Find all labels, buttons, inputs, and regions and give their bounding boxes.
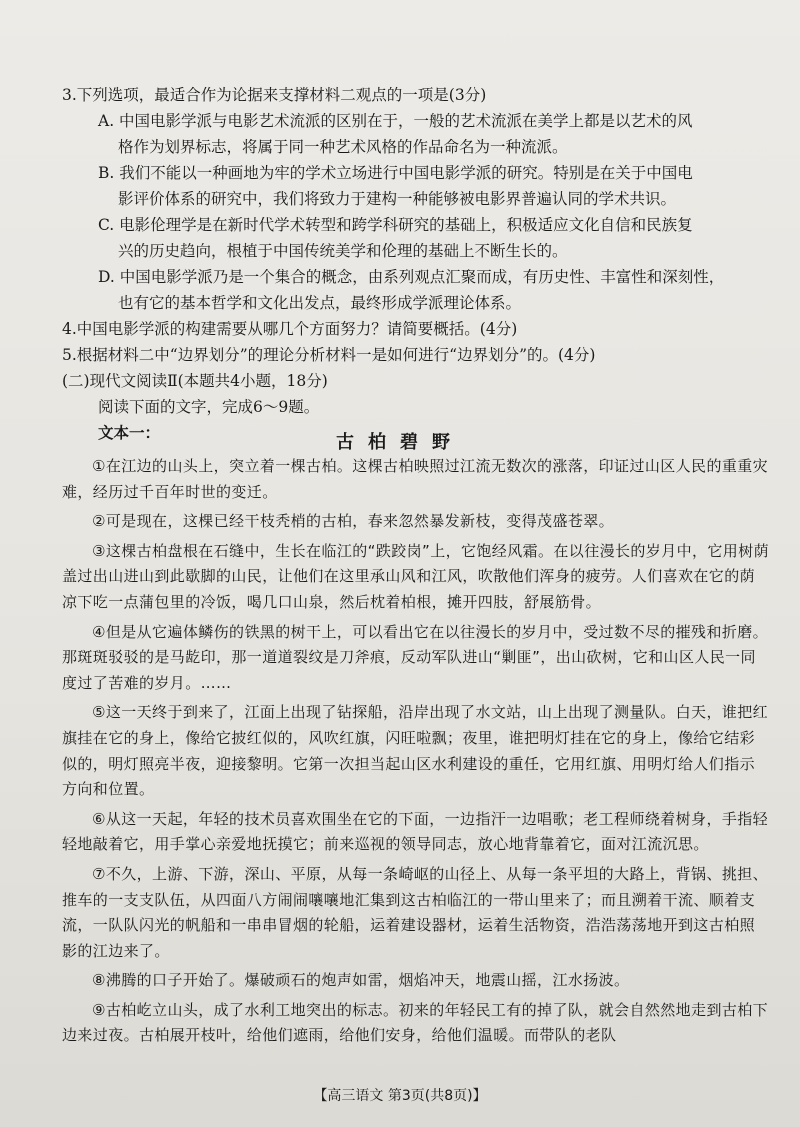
questions-block bbox=[62, 82, 762, 446]
text-label: 文本一： bbox=[98, 423, 161, 442]
section-instruction: 阅读下面的文字，完成6～9题。 bbox=[98, 398, 320, 416]
q4: 4.中国电影学派的构建需要从哪几个方面努力？请简要概括。(4分) bbox=[62, 320, 518, 338]
q3-option-b: B. 我们不能以一种画地为牢的学术立场进行中国电影学派的研究。特别是在关于中国电 bbox=[98, 164, 693, 182]
q3-option-a-cont: 格作为划界标志，将属于同一种艺术风格的作品命名为一种流派。 bbox=[118, 138, 568, 156]
paragraph-7: ⑦不久，上游、下游，深山、平原，从每一条崎岖的山径上、从每一条平坦的大路上，背锅、挑担、推车的一支支队伍，从四面八方闹闹嚷嚷地汇集到这古柏临江的一带山里来了；而且溯着干流、顺着支流，一队队闪光的帆船和一串串冒烟的轮船，运着建设器材，运着生活物资，浩浩荡荡地开到这古柏照影的江边来了。 bbox=[62, 864, 769, 960]
paragraph-5: ⑤这一天终于到来了，江面上出现了钻探船，沿岸出现了水文站，山上出现了测量队。白天，谁把红旗挂在它的身上，像给它披红似的，风吹红旗，闪旺啦飘；夜里，谁把明灯挂在它的身上，像给它结彩似的，明灯照亮半夜，迎接黎明。它第一次担当起山区水利建设的重任，它用红旗、用明灯给人们指示方向和位置。 bbox=[62, 703, 769, 799]
q3-option-c-cont: 兴的历史趋向，根植于中国传统美学和伦理的基础上不断生长的。 bbox=[118, 242, 568, 260]
q3-option-d-cont: 也有它的基本哲学和文化出发点，最终形成学派理论体系。 bbox=[118, 294, 522, 312]
paragraph-1: ①在江边的山头上，突立着一棵古柏。这棵古柏映照过江流无数次的涨落，印证过山区人民的重重灾难，经历过千百年时世的变迁。 bbox=[62, 457, 769, 501]
q3-option-c: C. 电影伦理学是在新时代学术转型和跨学科研究的基础上，积极适应文化自信和民族复 bbox=[98, 216, 693, 234]
q3-option-d: D. 中国电影学派乃是一个集合的概念，由系列观点汇聚而成，有历史性、丰富性和深刻性， bbox=[98, 268, 725, 286]
passage-body bbox=[62, 454, 770, 1053]
paragraph-6: ⑥从这一天起，年轻的技术员喜欢围坐在它的下面，一边指汗一边唱歌；老工程师绕着树身，手指轻轻地敲着它，用手掌心亲爱地抚摸它；前来巡视的领导同志，放心地背靠着它，面对江流沉思。 bbox=[62, 809, 769, 854]
q3-option-a: A. 中国电影学派与电影艺术流派的区别在于，一般的艺术流派在美学上都是以艺术的风 bbox=[98, 112, 693, 130]
page-footer: 【高三语文 第3页(共8页)】 bbox=[313, 1088, 487, 1104]
paragraph-8: ⑧沸腾的口子开始了。爆破顽石的炮声如雷，烟焰冲天，地震山摇，江水扬波。 bbox=[92, 971, 630, 990]
q5: 5.根据材料二中“边界划分”的理论分析材料一是如何进行“边界划分”的。(4分) bbox=[62, 346, 596, 364]
paragraph-4: ④但是从它遍体鳞伤的铁黑的树干上，可以看出它在以往漫长的岁月中，受过数不尽的摧残和折磨。那斑斑驳驳的是马龁印，那一道道裂纹是刀斧痕，反动军队进山“剿匪”，出山砍树，它和山区人民一同度过了苦难的岁月。…… bbox=[62, 622, 769, 692]
paragraph-9: ⑨古柏屹立山头，成了水利工地突出的标志。初来的年轻民工有的掉了队，就会自然然地走到古柏下边来过夜。古柏展开枝叶，给他们遮雨，给他们安身，给他们温暖。而带队的老队 bbox=[62, 1000, 769, 1045]
q3-option-b-cont: 影评价体系的研究中，我们将致力于建构一种能够被电影界普遍认同的学术共识。 bbox=[118, 190, 677, 208]
q3-stem: 3.下列选项，最适合作为论据来支撑材料二观点的一项是(3分) bbox=[62, 86, 487, 104]
bleed-through-right bbox=[770, 100, 800, 400]
passage-title: 古柏碧野 bbox=[336, 432, 464, 453]
section-heading: (二)现代文阅读Ⅱ(本题共4小题，18分) bbox=[62, 372, 328, 390]
paragraph-2: ②可是现在，这棵已经干枝秃梢的古柏，春来忽然暴发新枝，变得茂盛苍翠。 bbox=[92, 512, 615, 531]
paragraph-3: ③这棵古柏盘根在石缝中，生长在临江的“跌跤岗”上，它饱经风霜。在以往漫长的岁月中，它用树荫盖过出山进山到此歇脚的山民，让他们在这里承山风和江风，吹散他们浑身的疲劳。人们喜欢在它的荫凉下吃一点蒲包里的冷饭，喝几口山泉，然后枕着柏根，摊开四肢，舒展筋骨。 bbox=[62, 541, 769, 611]
